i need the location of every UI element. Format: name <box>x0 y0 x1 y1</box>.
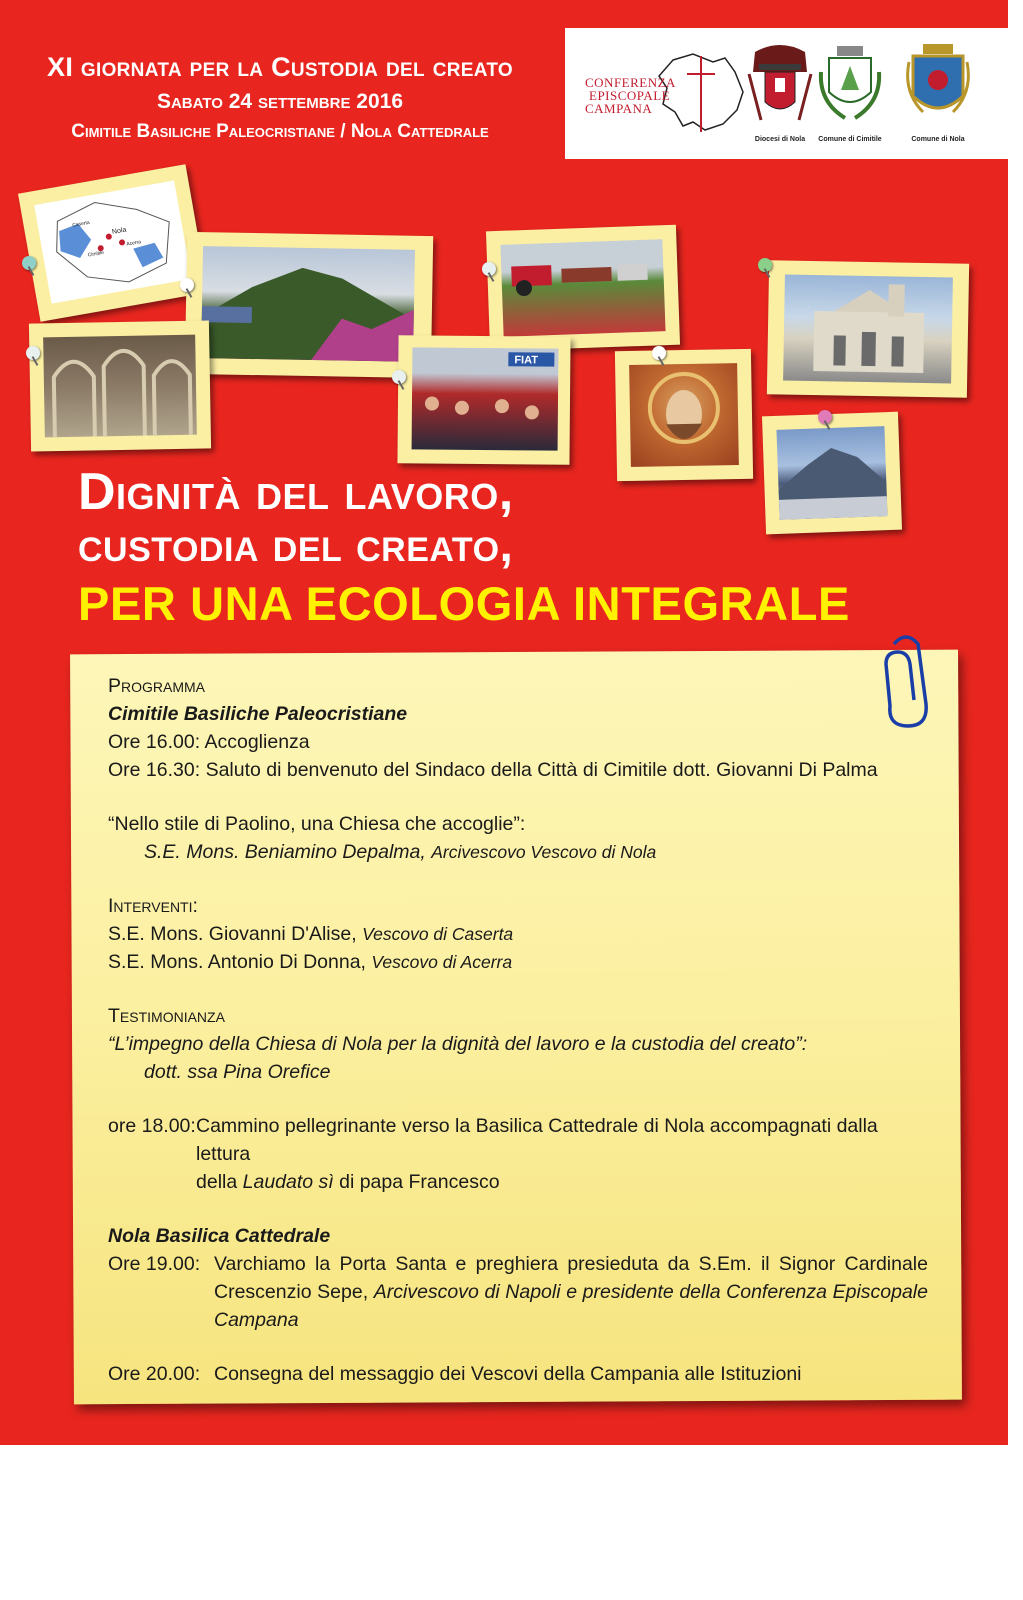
venue-nola: Nola Basilica Cattedrale <box>108 1225 331 1247</box>
event-venues: Cimitile Basiliche Paleocristiane / Nola Cattedrale <box>71 121 489 142</box>
map-label-cimitile: Cimitile <box>87 249 105 259</box>
intervento-name: S.E. Mons. Giovanni D'Alise, <box>108 923 357 945</box>
fiat-sign-text: FIAT <box>514 354 539 367</box>
item-text-b: Arcivescovo di Napoli e presidente della Conferenza Episcopale Campana <box>214 1281 928 1331</box>
item-text: Consegna del messaggio dei Vescovi della Campania alle Istituzioni <box>214 1363 802 1385</box>
intervento-role: Vescovo di Acerra <box>371 952 513 972</box>
venue-cimitile: Cimitile Basiliche Paleocristiane <box>108 703 408 725</box>
volcano-note <box>762 412 902 535</box>
workers-crowd-photo <box>412 347 559 450</box>
item-text <box>196 1112 928 1196</box>
item-time: Ore 16.30: <box>108 759 201 781</box>
crest-label-diocesi: Diocesi di Nola <box>754 136 806 143</box>
spacer <box>108 1196 928 1222</box>
intervento-line <box>108 920 928 948</box>
pushpin-icon <box>26 346 40 360</box>
map-label-nola: Nola <box>111 226 127 236</box>
cathedral-facade-icon <box>783 275 953 384</box>
item-text: Accoglienza <box>204 731 310 753</box>
mountain-landscape-icon <box>201 246 415 362</box>
speaker-name: S.E. Mons. Beniamino Depalma, <box>144 841 426 863</box>
basilica-interior-photo <box>43 335 197 438</box>
map-label-acerra: Acerra <box>125 239 142 248</box>
program-item <box>108 728 928 756</box>
comune-nola-crest-icon <box>903 42 973 124</box>
program-heading: Programma <box>108 675 206 697</box>
pushpin-icon <box>392 370 406 384</box>
pushpin-icon <box>482 262 496 276</box>
speaker-role: Arcivescovo Vescovo di Nola <box>431 842 657 862</box>
quote-paolino: “Nello stile di Paolino, una Chiesa che accoglie”: <box>108 813 526 835</box>
vesuvius-photo <box>201 246 415 362</box>
campania-map-icon <box>34 180 191 303</box>
spacer <box>108 1334 928 1360</box>
intervento-role: Vescovo di Caserta <box>362 924 514 944</box>
pushpin-icon <box>758 258 772 272</box>
pushpin-icon <box>180 278 194 292</box>
map-note <box>18 164 208 322</box>
basilica-note <box>29 320 211 451</box>
program-item <box>108 1112 928 1196</box>
intervento-name: S.E. Mons. Antonio Di Donna, <box>108 951 366 973</box>
diocesi-nola-crest-icon <box>745 42 815 124</box>
program <box>108 672 928 1388</box>
intervento-line <box>108 948 928 976</box>
vesuvius-city-photo <box>776 426 887 520</box>
spacer <box>108 1086 928 1112</box>
cathedral-note <box>767 260 969 397</box>
event-date: Sabato 24 settembre 2016 <box>156 90 404 113</box>
volcano-icon <box>776 426 887 520</box>
item-text-line2a: della <box>196 1171 243 1193</box>
christ-icon-note <box>615 349 753 481</box>
interventi-heading: Interventi: <box>108 895 198 917</box>
comune-cimitile-crest-icon <box>815 42 885 124</box>
crest-label-nola: Comune di Nola <box>911 136 965 143</box>
item-time: Ore 19.00: <box>108 1253 201 1275</box>
item-text <box>214 1250 928 1334</box>
cec-logo-text <box>585 76 676 115</box>
item-text-line1: Cammino pellegrinante verso la Basilica Cattedrale di Nola accompagnati dalla lettura <box>196 1115 878 1165</box>
spacer <box>108 866 928 892</box>
program-item <box>108 1360 928 1388</box>
program-item <box>108 1250 928 1334</box>
testimonianza-quote: “L’impegno della Chiesa di Nola per la dignità del lavoro e la custodia del creato”: <box>108 1033 808 1055</box>
cec-line-2: EPISCOPALE <box>589 88 671 103</box>
main-title-line1: Dignità del lavoro, <box>78 463 514 521</box>
item-time: Ore 16.00: <box>108 731 201 753</box>
field-note <box>486 225 680 352</box>
item-time: Ore 20.00: <box>108 1363 201 1385</box>
program-item <box>108 756 928 784</box>
christ-fresco-photo <box>629 363 739 467</box>
cec-line-1: CONFERENZA <box>585 75 676 90</box>
main-title-line3: PER UNA ECOLOGIA INTEGRALE <box>78 577 850 630</box>
logo-box <box>565 28 1008 159</box>
testimonianza-speaker: dott. ssa Pina Orefice <box>144 1061 331 1083</box>
testimonianza-heading: Testimonianza <box>108 1005 225 1027</box>
speaker-line <box>108 838 928 866</box>
map-label-caserta: Caserta <box>71 219 91 229</box>
cathedral-photo <box>783 275 953 384</box>
pushpin-icon <box>652 346 666 360</box>
item-text-line2c: di papa Francesco <box>333 1171 500 1193</box>
workers-note <box>397 335 570 464</box>
map-photo <box>34 180 191 303</box>
item-text-a: Varchiamo la Porta Santa e preghiera presieduta da S.Em. il Signor Cardinale Crescenzio Sepe, <box>214 1253 928 1303</box>
tractor-field-photo <box>500 239 665 337</box>
pushpin-icon <box>22 256 36 270</box>
pushpin-icon <box>818 410 832 424</box>
crowd-icon <box>412 347 559 450</box>
spacer <box>108 976 928 1002</box>
item-text: Saluto di benvenuto del Sindaco della Città di Cimitile dott. Giovanni Di Palma <box>205 759 878 781</box>
main-title-line2: custodia del creato, <box>78 519 514 572</box>
vesuvius-note <box>185 232 433 378</box>
crest-label-cimitile: Comune di Cimitile <box>818 136 882 143</box>
laudato-si-title: Laudato sì <box>242 1171 334 1193</box>
item-time: ore 18.00: <box>108 1115 196 1137</box>
tractor-icon <box>500 239 665 337</box>
arches-icon <box>43 335 197 438</box>
christ-face-icon <box>629 363 739 467</box>
event-edition-title: XI giornata per la Custodia del creato <box>47 52 513 82</box>
cec-line-3: CAMPANA <box>585 101 653 116</box>
spacer <box>108 784 928 810</box>
